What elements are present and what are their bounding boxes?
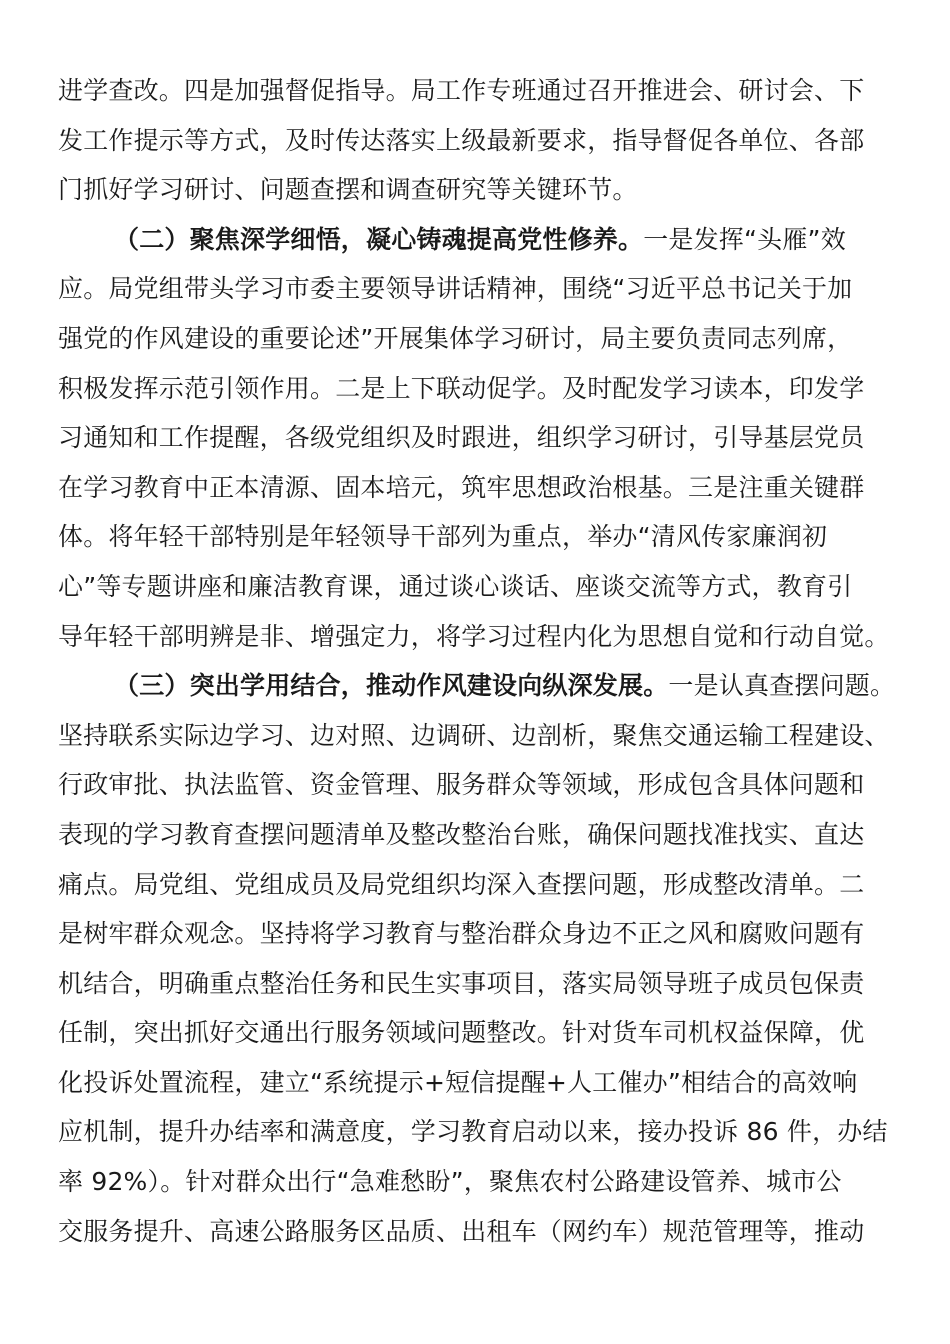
paragraph-line: 应。局党组带头学习市委主要领导讲话精神，围绕“习近平总书记关于加 [58,274,853,304]
paragraph-line: 任制，突出抓好交通出行服务领域问题整改。针对货车司机权益保障，优 [58,1018,865,1048]
body-text [58,66,898,1256]
paragraph-line: 坚持联系实际边学习、边对照、边调研、边剖析，聚焦交通运输工程建设、 [58,720,890,750]
paragraph-line: 习通知和工作提醒，各级党组织及时跟进，组织学习研讨，引导基层党员 [58,423,865,453]
paragraph-line: 门抓好学习研讨、问题查摆和调查研究等关键环节。 [58,175,638,205]
paragraph-text: 一是发挥“头雁”效 [643,224,846,254]
paragraph-line: 化投诉处置流程，建立“系统提示+短信提醒+人工催办”相结合的高效响 [58,1067,858,1097]
paragraph-line: 行政审批、执法监管、资金管理、服务群众等领域，形成包含具体问题和 [58,770,865,800]
paragraph-line: 发工作提示等方式，及时传达落实上级最新要求，指导督促各单位、各部 [58,125,865,155]
paragraph-line: 是树牢群众观念。坚持将学习教育与整治群众身边不正之风和腐败问题有 [58,919,865,949]
section-heading: （二）聚焦深学细悟，凝心铸魂提高党性修养。 [114,224,644,254]
section-heading: （三）突出学用结合，推动作风建设向纵深发展。 [114,671,669,701]
paragraph-line: 体。将年轻干部特别是年轻领导干部列为重点，举办“清风传家廉润初 [58,522,828,552]
paragraph-line: 在学习教育中正本清源、固本培元，筑牢思想政治根基。三是注重关键群 [58,472,865,502]
paragraph-line: 交服务提升、高速公路服务区品质、出租车（网约车）规范管理等，推动 [58,1216,865,1246]
paragraph-line: 进学查改。四是加强督促指导。局工作专班通过召开推进会、研讨会、下 [58,76,865,105]
paragraph-line: 机结合，明确重点整治任务和民生实事项目，落实局领导班子成员包保责 [58,968,865,998]
paragraph-line: 痛点。局党组、党组成员及局党组织均深入查摆问题，形成整改清单。二 [58,869,865,899]
paragraph-line: 强党的作风建设的重要论述”开展集体学习研讨，局主要负责同志列席， [58,323,853,353]
paragraph-line: 积极发挥示范引领作用。二是上下联动促学。及时配发学习读本，印发学 [58,373,865,403]
paragraph-line: 应机制，提升办结率和满意度，学习教育启动以来，接办投诉 86 件，办结 [58,1117,888,1147]
section-heading-line [58,661,898,711]
paragraph-line: 率 92%）。针对群众出行“急难愁盼”，聚焦农村公路建设管养、城市公 [58,1167,842,1197]
section-heading-line [58,215,898,265]
paragraph-line: 表现的学习教育查摆问题清单及整改整治台账，确保问题找准找实、直达 [58,819,865,849]
paragraph-line: 导年轻干部明辨是非、增强定力，将学习过程内化为思想自觉和行动自觉。 [58,621,890,651]
paragraph-line: 心”等专题讲座和廉洁教育课，通过谈心谈话、座谈交流等方式，教育引 [58,571,853,601]
paragraph-text: 一是认真查摆问题。 [668,671,896,701]
